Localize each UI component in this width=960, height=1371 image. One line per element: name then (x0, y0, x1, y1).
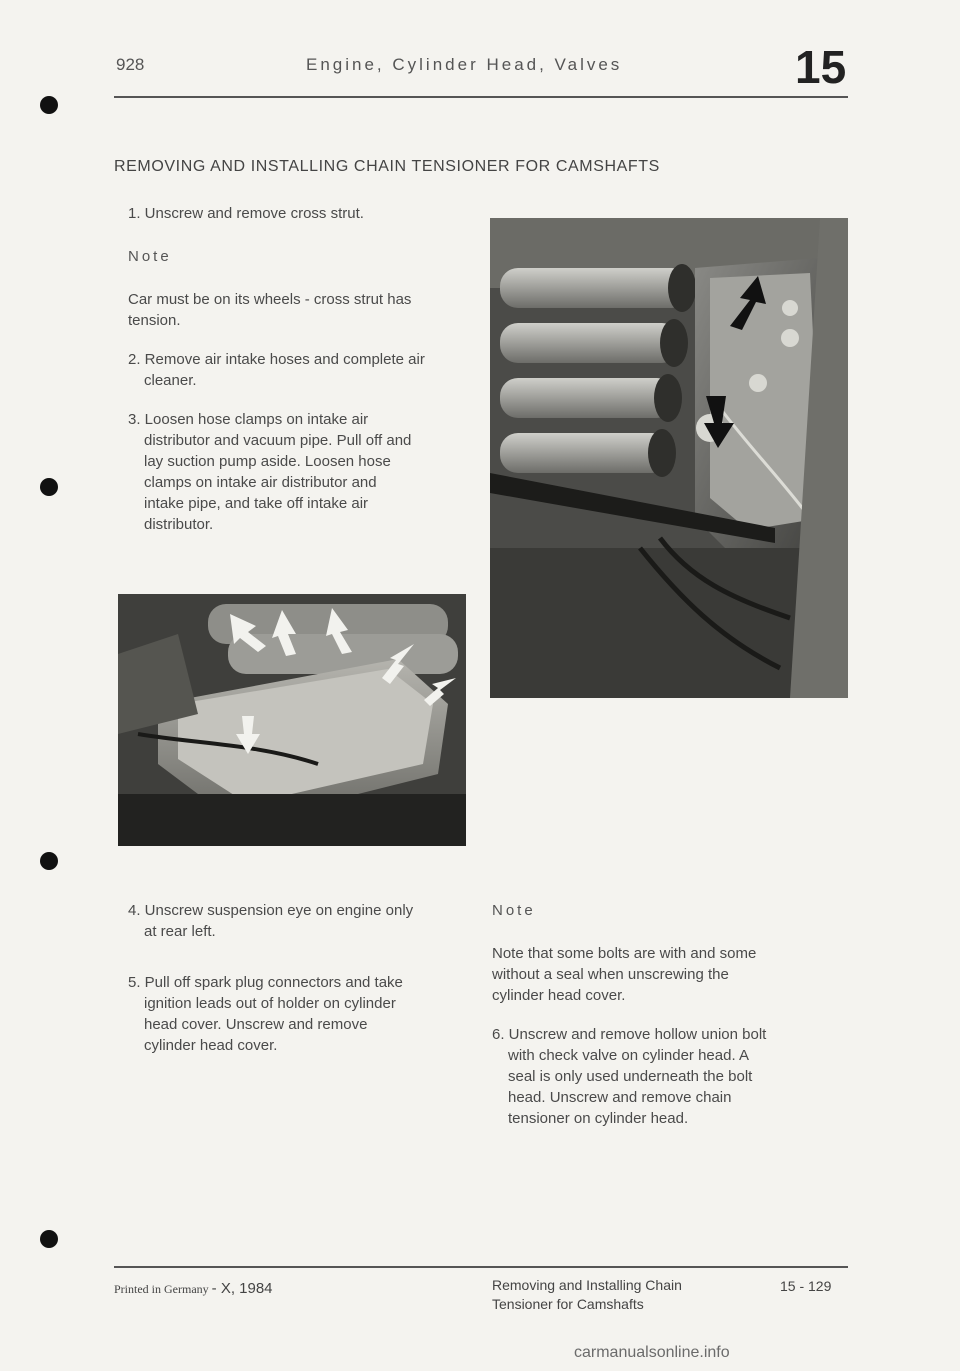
note-line: Note that some bolts are with and some (492, 945, 757, 962)
step-line: tensioner on cylinder head. (508, 1110, 689, 1127)
intake-distributor-illustration (118, 594, 466, 846)
step-line: at rear left. (144, 923, 216, 940)
step-4 (128, 900, 458, 942)
engine-bay-photo (490, 218, 848, 698)
step-line: ignition leads out of holder on cylinder (144, 995, 396, 1012)
step-line: 3. Loosen hose clamps on intake air (128, 411, 369, 428)
step-line: 5. Pull off spark plug connectors and take (128, 974, 403, 991)
page-number: 928 (116, 55, 145, 74)
step-line: head cover. Unscrew and remove (144, 1016, 368, 1033)
edition: - X, 1984 (211, 1280, 273, 1297)
footer-title-line: Tensioner for Camshafts (492, 1296, 644, 1312)
step-line: with check valve on cylinder head. A (508, 1047, 749, 1064)
punch-hole (40, 478, 58, 496)
footer-title (492, 1276, 682, 1314)
watermark: carmanualsonline.info (574, 1344, 730, 1361)
note-line: without a seal when unscrewing the (492, 966, 729, 983)
section-heading: REMOVING AND INSTALLING CHAIN TENSIONER FOR CAMSHAFTS (114, 158, 660, 175)
step-line: lay suction pump aside. Loosen hose (144, 453, 391, 470)
step-5 (128, 972, 458, 1056)
punch-hole (40, 852, 58, 870)
step-3 (128, 409, 468, 535)
note-text (128, 289, 468, 331)
note-text (492, 943, 832, 1006)
step-line: 6. Unscrew and remove hollow union bolt (492, 1026, 767, 1043)
footer-page-number: 15 - 129 (780, 1278, 832, 1294)
section-number: 15 (795, 41, 847, 93)
step-6 (492, 1024, 832, 1129)
step-line: clamps on intake air distributor and (144, 474, 377, 491)
header-rule (114, 96, 848, 98)
step-line: distributor. (144, 516, 214, 533)
step-2 (128, 349, 468, 391)
footer-title-line: Removing and Installing Chain (492, 1277, 682, 1293)
lower-right-text (492, 900, 832, 1129)
step-line: head. Unscrew and remove chain (508, 1089, 732, 1106)
note-label: Note (492, 902, 536, 919)
step-1: 1. Unscrew and remove cross strut. (128, 205, 364, 222)
step-line: 4. Unscrew suspension eye on engine only (128, 902, 414, 919)
step-line: cleaner. (144, 372, 197, 389)
note-line: Car must be on its wheels - cross strut has (128, 291, 412, 308)
step-line: 2. Remove air intake hoses and complete air (128, 351, 425, 368)
step-line: intake pipe, and take off intake air (144, 495, 369, 512)
step-line: distributor and vacuum pipe. Pull off and (144, 432, 412, 449)
left-column-text (128, 203, 468, 535)
engine-bay-illustration (490, 218, 848, 698)
punch-hole (40, 1230, 58, 1248)
punch-hole (40, 96, 58, 114)
note-line: cylinder head cover. (492, 987, 626, 1004)
step-line: seal is only used underneath the bolt (508, 1068, 753, 1085)
note-line: tension. (128, 312, 181, 329)
note-label: Note (128, 248, 172, 265)
intake-distributor-photo (118, 594, 466, 846)
footer-rule (114, 1266, 848, 1268)
page-title: Engine, Cylinder Head, Valves (306, 55, 623, 74)
printed-in: Printed in Germany (114, 1282, 209, 1296)
footer-print-info (114, 1280, 273, 1297)
lower-left-text (128, 900, 458, 1056)
step-line: cylinder head cover. (144, 1037, 278, 1054)
